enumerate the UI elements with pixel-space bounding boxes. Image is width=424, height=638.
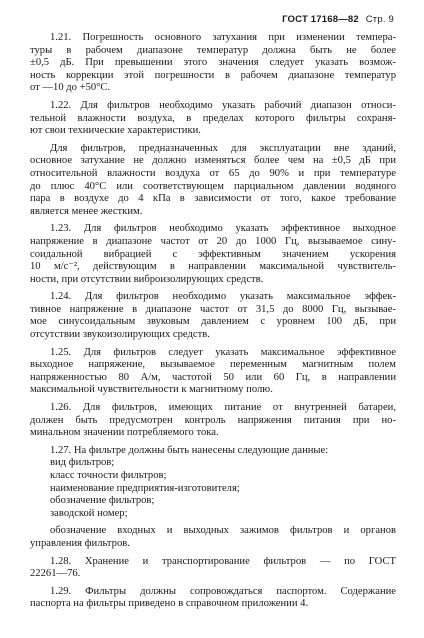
- text-line: выходное напряжение, вызываемое переменным магнитным полем: [30, 359, 396, 371]
- text-line: управления фильтров.: [30, 537, 130, 549]
- text-line: соидальной вибрацией с эффективным значением ускорения: [30, 248, 396, 260]
- text-line: тельной влажности воздуха, в пределах которого фильтры сохраня-: [30, 112, 396, 124]
- text-line: мое синусоидальным звуковым давлением с уровнем 100 дБ, при: [30, 316, 396, 328]
- text-line: напряжение в диапазоне частот от 20 до 1000 Гц, вызываемое сину-: [30, 235, 396, 247]
- clause-1-25: [30, 347, 396, 397]
- list-item: наименование предприятия-изготовителя;: [50, 482, 240, 494]
- clause-1-22: [30, 100, 396, 138]
- clause-1-24: [30, 291, 396, 341]
- text-line: относительной влажности воздуха от 65 до 90% и при температуре: [30, 167, 396, 179]
- text-line: 1.21. Погрешность основного затухания при изменении темпера-: [50, 32, 396, 43]
- list-item: вид фильтров;: [50, 457, 115, 469]
- text-line: до плюс 40°С или соответствующем парциальном давлении водяного: [30, 180, 396, 192]
- text-line: 1.28. Хранение и транспортирование фильтров — по ГОСТ: [50, 555, 396, 567]
- clause-1-27: [30, 445, 396, 521]
- text-line: пара в воздухе до 4 кПа в зависимости от того, какое требование: [30, 193, 396, 205]
- text-line: 1.26. Для фильтров, имеющих питание от внутренней батареи,: [50, 402, 396, 414]
- list-item: класс точности фильтров;: [50, 470, 167, 481]
- text-line: ность коррекции этой погрешности в рабочем диапазоне температур: [30, 69, 396, 81]
- list-item: обозначение фильтров;: [50, 495, 155, 507]
- clause-1-26: [30, 402, 396, 440]
- text-line: 1.24. Для фильтров необходимо указать максимальное эффек-: [50, 291, 396, 303]
- clause-1-28: [30, 556, 396, 581]
- list-item: обозначение входных и выходных зажимов фильтров и органов: [50, 525, 396, 537]
- text-line: от —10 до +50°С.: [30, 82, 111, 94]
- text-line: 1.25. Для фильтров следует указать максимальное эффективное: [50, 346, 396, 358]
- page-header: [30, 14, 396, 32]
- clause-1-29: [30, 586, 396, 611]
- clause-1-23: [30, 223, 396, 286]
- text-line: ±0,5 дБ. При превышении этого значения следует указать возмож-: [30, 57, 396, 69]
- text-line: туры в рабочем диапазоне температур должна быть не более: [30, 44, 396, 56]
- text-line: ют свои технические характеристики.: [30, 125, 201, 137]
- document-page: [30, 14, 396, 616]
- text-line: является менее жестким.: [30, 205, 143, 217]
- list-item: заводской номер;: [50, 507, 128, 519]
- page-number: Стр. 9: [365, 14, 394, 25]
- text-line: 22261—76.: [30, 568, 81, 580]
- text-line: 1.27. На фильтре должны быть нанесены следующие данные:: [50, 444, 329, 456]
- text-line: тивное напряжение в диапазоне частот от 31,5 до 8000 Гц, вызывае-: [30, 303, 396, 315]
- text-line: минальном значении потребляемого тока.: [30, 427, 219, 439]
- text-line: 1.22. Для фильтров необходимо указать рабочий диапазон относи-: [50, 99, 396, 111]
- text-line: 1.29. Фильтры должны сопровождаться паспортом. Содержание: [50, 585, 396, 597]
- text-line: Для фильтров, предназначенных для эксплуатации вне зданий,: [50, 142, 396, 154]
- text-line: ности, при отсутствии виброизолирующих средств.: [30, 273, 264, 285]
- text-line: отсутствии звукоизолирующих средств.: [30, 329, 210, 341]
- text-line: паспорта на фильтры приведено в справочном приложении 4.: [30, 598, 309, 610]
- standard-number: ГОСТ 17168—82: [282, 14, 359, 25]
- clause-1-21: [30, 32, 396, 95]
- text-line: 10 м/с⁻², действующим в направлении максимальной чувствитель-: [30, 261, 396, 273]
- text-line: максимальной чувствительности к магнитному полю.: [30, 384, 273, 396]
- text-line: напряженностью 80 А/м, частотой 50 или 60 Гц, в направлении: [30, 371, 396, 383]
- clause-1-22-outdoor: [30, 143, 396, 219]
- text-line: должен быть предусмотрен контроль напряжения питания при но-: [30, 414, 396, 426]
- clause-1-27-terminals: [30, 525, 396, 550]
- text-line: основное затухание не должно изменяться более чем на ±0,5 дБ при: [30, 155, 396, 167]
- text-line: 1.23. Для фильтров необходимо указать эффективное выходное: [50, 223, 396, 235]
